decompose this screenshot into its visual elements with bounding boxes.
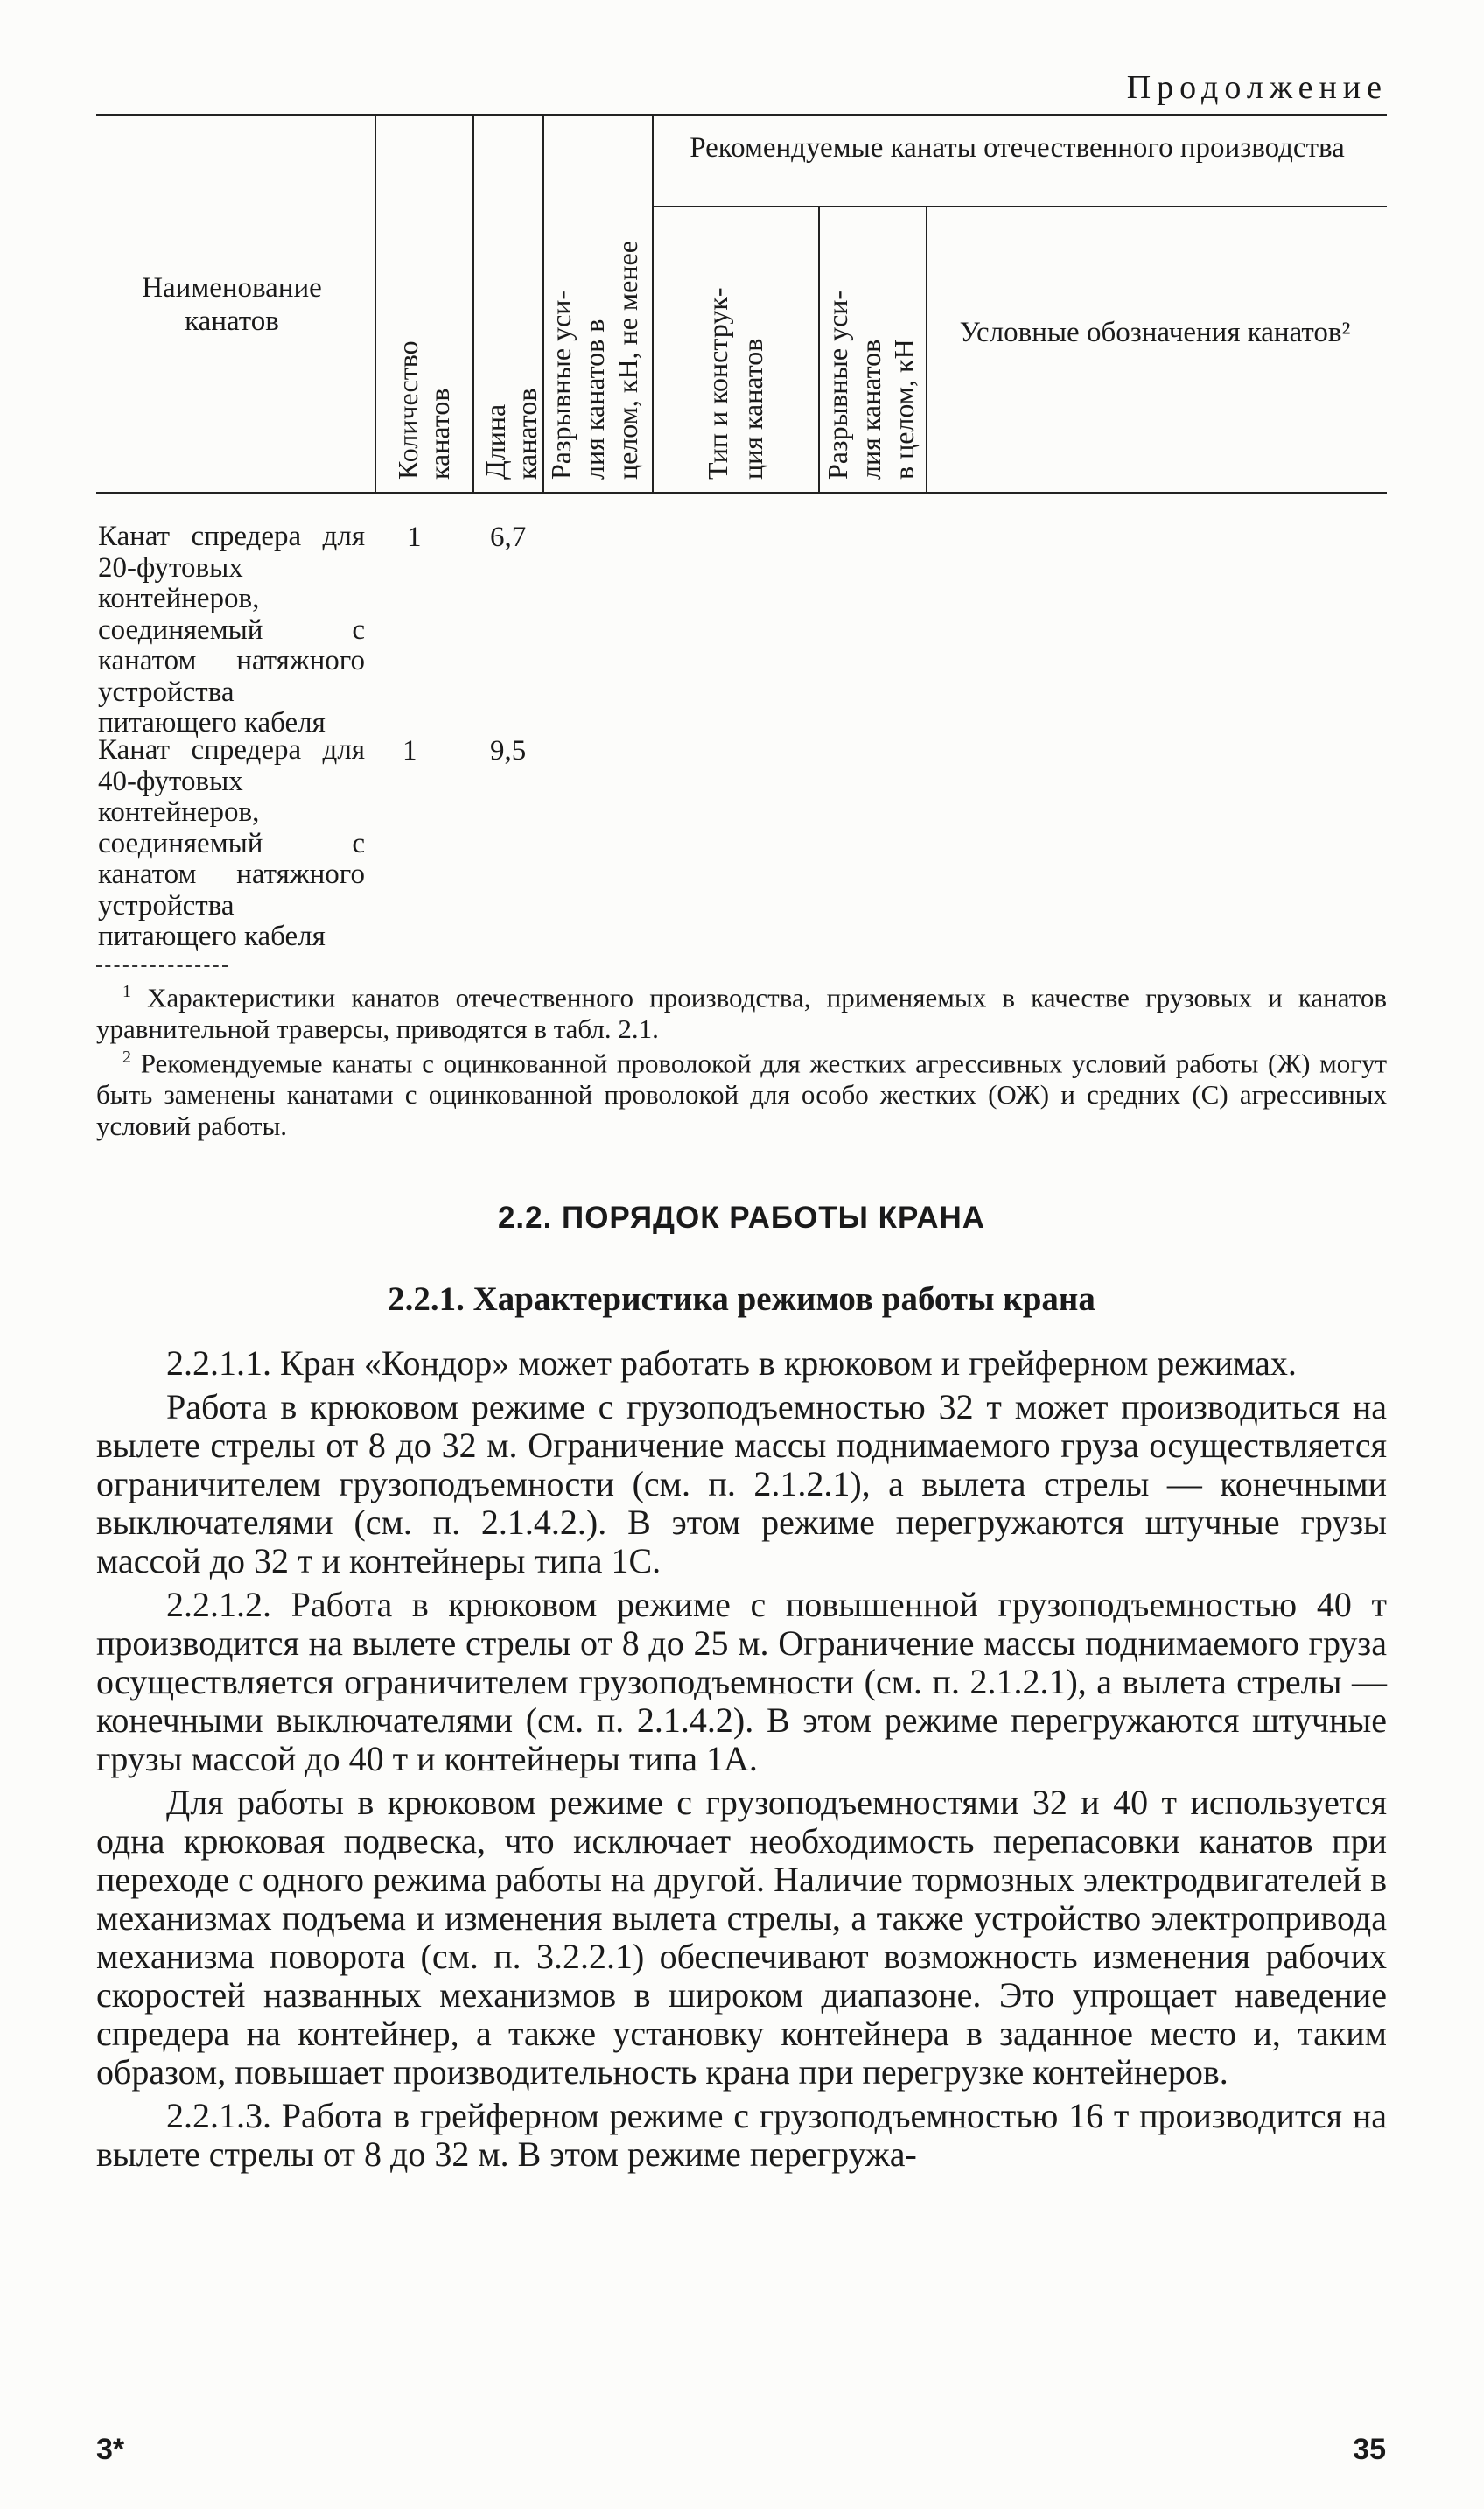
header-length — [480, 357, 542, 480]
footnote-mark: 2 — [122, 1048, 131, 1067]
header-rec-force-line: в целом, кН — [888, 339, 920, 480]
section-title: 2.2. ПОРЯДОК РАБОТЫ КРАНА — [497, 1201, 986, 1235]
footnote — [96, 976, 1387, 1045]
paragraph: Работа в крюковом режиме с грузоподъемностью 32 т может производиться на вылете стрелы от 8 до 32 м. Ограничение массы поднимаемого груза осуществляется ограничителем грузоподъемности (см. п. 2.1.2.1), а вылета стрелы — конечными выключателями (см. п. 2.1.4.2.). В этом режиме перегружаются штучные грузы массой до 32 т и контейнеры типа 1С. — [96, 1387, 1387, 1580]
col-divider-5 — [818, 206, 820, 492]
table-row-count: 1 — [402, 735, 417, 767]
header-rec-force — [821, 291, 920, 480]
continuation-label: Продолжение — [1126, 69, 1388, 106]
table-row-length: 6,7 — [490, 522, 527, 553]
paragraph: 2.2.1.1. Кран «Кондор» может работать в крюковом и грейферном режимах. — [166, 1343, 1297, 1383]
footnote-separator — [96, 965, 228, 967]
table-top-rule — [96, 114, 1387, 116]
recommended-group-rule — [652, 206, 1387, 207]
header-type-line: Тип и конструк- — [702, 287, 733, 480]
table-row-name: Канат спредера для 40-футовых контейнеров, соединяемый с канатом натяжного устройства питающего кабеля — [98, 734, 365, 952]
col-divider-4 — [652, 114, 654, 492]
header-length-text: Длина канатов — [480, 388, 542, 480]
header-rope-name: Наименование канатов — [142, 272, 322, 337]
header-count — [392, 252, 455, 480]
header-rec-force-line: Разрывные уси- — [822, 290, 853, 480]
col-divider-1 — [374, 114, 376, 492]
header-breaking-force-line: целом, кН, не менее — [612, 241, 643, 480]
header-recommended-group: Рекомендуемые канаты отечественного производства — [690, 132, 1345, 164]
paragraph: 2.2.1.3. Работа в грейферном режиме с грузоподъемностью 16 т производится на вылете стрелы от 8 до 32 м. В этом режиме перегружа- — [96, 2096, 1387, 2174]
page-number: 35 — [1353, 2433, 1386, 2466]
table-header-bottom-rule — [96, 492, 1387, 494]
header-type — [700, 287, 770, 480]
col-divider-2 — [472, 114, 474, 492]
signature-mark: 3* — [96, 2433, 125, 2466]
header-breaking-force-line: лия канатов в — [578, 319, 610, 480]
footnote-text: Характеристики канатов отечественного производства, применяемых в качестве грузовых и канатов уравнительной траверсы, приводятся в табл. 2.1. — [96, 982, 1387, 1045]
header-conditional-designation: Условные обозначения канатов² — [959, 317, 1351, 348]
footnote-mark: 1 — [122, 982, 131, 1001]
header-breaking-force-line: Разрывные уси- — [545, 290, 577, 480]
table-row-length: 9,5 — [490, 735, 527, 767]
header-rec-force-line: лия канатов — [855, 339, 886, 480]
subsection-title: 2.2.1. Характеристика режимов работы крана — [388, 1280, 1096, 1318]
body-text — [96, 1344, 1387, 2179]
header-breaking-force — [544, 241, 644, 480]
header-count-text: Количество канатов — [392, 340, 455, 480]
paragraph: 2.2.1.2. Работа в крюковом режиме с повышенной грузоподъемностью 40 т производится на вылете стрелы от 8 до 25 м. Ограничение массы поднимаемого груза осуществляется ограничителем грузоподъемности (см. п. 2.1.2.1), а вылета стрелы — конечными выключателями (см. п. 2.1.4.2). В этом режиме перегружаются штучные грузы массой до 40 т и контейнеры типа 1А. — [96, 1585, 1387, 1778]
header-type-line: ция канатов — [737, 338, 768, 480]
table-row-count: 1 — [407, 522, 422, 553]
table-row-name: Канат спредера для 20-футовых контейнеров, соединяемый с канатом натяжного устройства питающего кабеля — [98, 521, 365, 739]
footnote-text: Рекомендуемые канаты с оцинкованной проволокой для жестких агрессивных условий работы (Ж) могут быть заменены канатами с оцинкованной проволокой для особо жестких (ОЖ) и средних (С) агрессивных условий работы. — [96, 1048, 1388, 1142]
paragraph: Для работы в крюковом режиме с грузоподъемностями 32 и 40 т используется одна крюковая подвеска, что исключает необходимость перепасовки канатов при переходе с одного режима работы на другой. Наличие тормозных электродвигателей в механизмах подъема и изменения вылета стрелы, а также устройство электропривода механизма поворота (см. п. 3.2.2.1) обеспечивают возможность изменения рабочих скоростей названных механизмов в широком диапазоне. Это упрощает наведение спредера на контейнер, а также установку контейнера в заданное место и, таким образом, повышает производительность крана при перегрузке контейнеров. — [96, 1783, 1387, 2092]
footnote — [96, 1041, 1387, 1142]
